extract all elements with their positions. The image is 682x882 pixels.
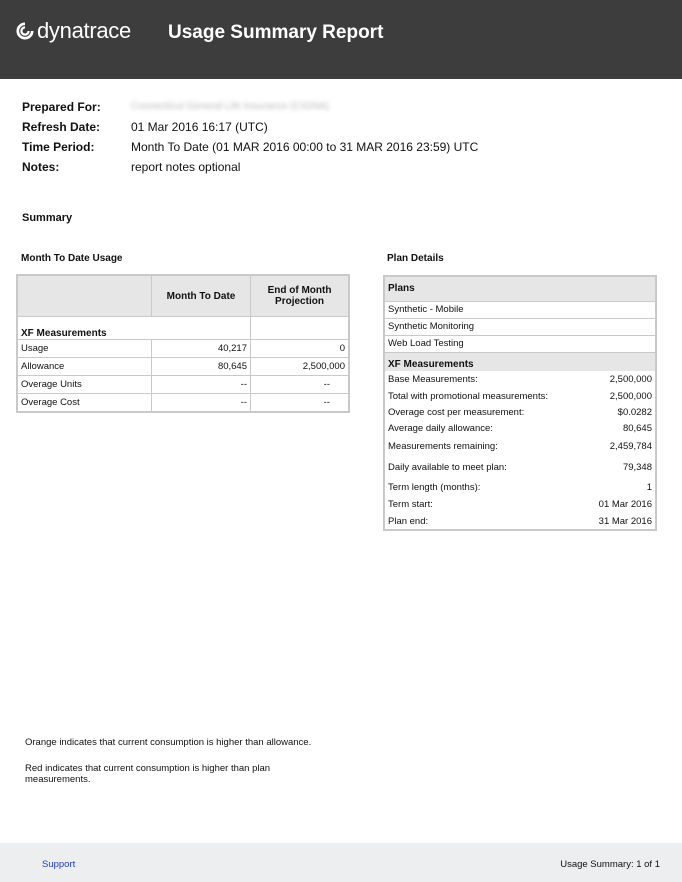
usage-table-header: [17, 275, 349, 317]
plan-detail-row: [385, 456, 655, 478]
plan-detail-row: [385, 437, 655, 456]
legend-red-note: Red indicates that current consumption is higher than plan measurements.: [25, 763, 271, 785]
plan-detail-label: Plan end:: [388, 515, 429, 527]
prepared-for-label: Prepared For:: [22, 100, 101, 114]
usage-row-mtd: --: [152, 376, 251, 394]
xf-measurements-heading: XF Measurements: [385, 353, 655, 371]
report-title: Usage Summary Report: [168, 22, 384, 43]
report-header: [0, 0, 682, 79]
usage-header-blank: [17, 275, 152, 317]
plan-item: Web Load Testing: [385, 336, 655, 353]
usage-row-mtd: 80,645: [152, 358, 251, 376]
support-link[interactable]: Support: [42, 859, 76, 870]
usage-row-mtd: 40,217: [152, 340, 251, 358]
plan-detail-value: 1: [646, 481, 652, 493]
plan-detail-value: 79,348: [622, 461, 652, 473]
notes-value: report notes optional: [131, 160, 241, 174]
plan-heading: Plan Details: [387, 253, 444, 264]
usage-row-eom: 2,500,000: [251, 358, 350, 376]
usage-header-eom: End of Month Projection: [251, 275, 350, 317]
plan-detail-value: 80,645: [622, 423, 652, 434]
plan-detail-label: Overage cost per measurement:: [388, 407, 525, 418]
prepared-for-value: Connecticut General Life Insurance (CIGNA): [131, 101, 329, 112]
summary-heading: Summary: [22, 212, 73, 224]
plan-detail-label: Measurements remaining:: [388, 441, 498, 452]
usage-row-eom: 0: [251, 340, 350, 358]
plan-detail-label: Term length (months):: [388, 481, 481, 493]
plan-detail-row: [385, 371, 655, 388]
report-footer: [0, 843, 682, 882]
usage-row-mtd: --: [152, 394, 251, 413]
plan-detail-row: [385, 405, 655, 420]
plan-detail-value: 2,500,000: [609, 374, 652, 385]
usage-row-label: Overage Cost: [17, 394, 152, 413]
plan-item: Synthetic Monitoring: [385, 319, 655, 336]
usage-row-label: Allowance: [17, 358, 152, 376]
plan-detail-value: 2,459,784: [609, 441, 652, 452]
plans-heading: Plans: [385, 277, 655, 302]
plan-details-box: [383, 275, 657, 531]
plan-detail-row: [385, 478, 655, 496]
plan-detail-value: $0.0282: [617, 407, 652, 418]
refresh-date-value: 01 Mar 2016 16:17 (UTC): [131, 120, 268, 134]
notes-label: Notes:: [22, 160, 60, 174]
usage-group-label: XF Measurements: [17, 317, 251, 340]
dynatrace-logo: [16, 18, 131, 44]
usage-row-label: Overage Units: [17, 376, 152, 394]
plan-detail-label: Term start:: [388, 499, 433, 510]
legend-orange-note: Orange indicates that current consumption is higher than allowance.: [25, 737, 312, 748]
refresh-date-label: Refresh Date:: [22, 120, 101, 134]
table-row: [17, 340, 349, 358]
time-period-label: Time Period:: [22, 140, 95, 154]
plan-detail-row: [385, 420, 655, 437]
usage-row-eom: --: [251, 376, 350, 394]
plan-detail-row: [385, 388, 655, 405]
usage-table: [16, 274, 350, 413]
usage-row-eom: --: [251, 394, 350, 413]
plan-detail-value: 31 Mar 2016: [598, 515, 652, 527]
plan-item: Synthetic - Mobile: [385, 302, 655, 319]
plan-detail-row: [385, 496, 655, 513]
plan-detail-label: Daily available to meet plan:: [388, 461, 507, 473]
usage-heading: Month To Date Usage: [21, 253, 123, 264]
dynatrace-logo-icon: [16, 22, 34, 40]
plan-detail-label: Total with promotional measurements:: [388, 391, 548, 402]
page-indicator: Usage Summary: 1 of 1: [560, 859, 660, 870]
logo-text: dynatrace: [37, 18, 131, 43]
table-row: [17, 376, 349, 394]
plan-detail-label: Average daily allowance:: [388, 423, 493, 434]
usage-group-spacer: [251, 317, 350, 340]
plan-detail-row: [385, 513, 655, 529]
usage-header-mtd: Month To Date: [152, 275, 251, 317]
plan-detail-value: 01 Mar 2016: [598, 499, 652, 510]
usage-group-row: [17, 317, 349, 340]
table-row: [17, 358, 349, 376]
time-period-value: Month To Date (01 MAR 2016 00:00 to 31 MAR 2016 23:59) UTC: [131, 140, 479, 154]
plan-detail-label: Base Measurements:: [388, 374, 478, 385]
plan-detail-value: 2,500,000: [609, 391, 652, 402]
table-row: [17, 394, 349, 413]
usage-row-label: Usage: [17, 340, 152, 358]
